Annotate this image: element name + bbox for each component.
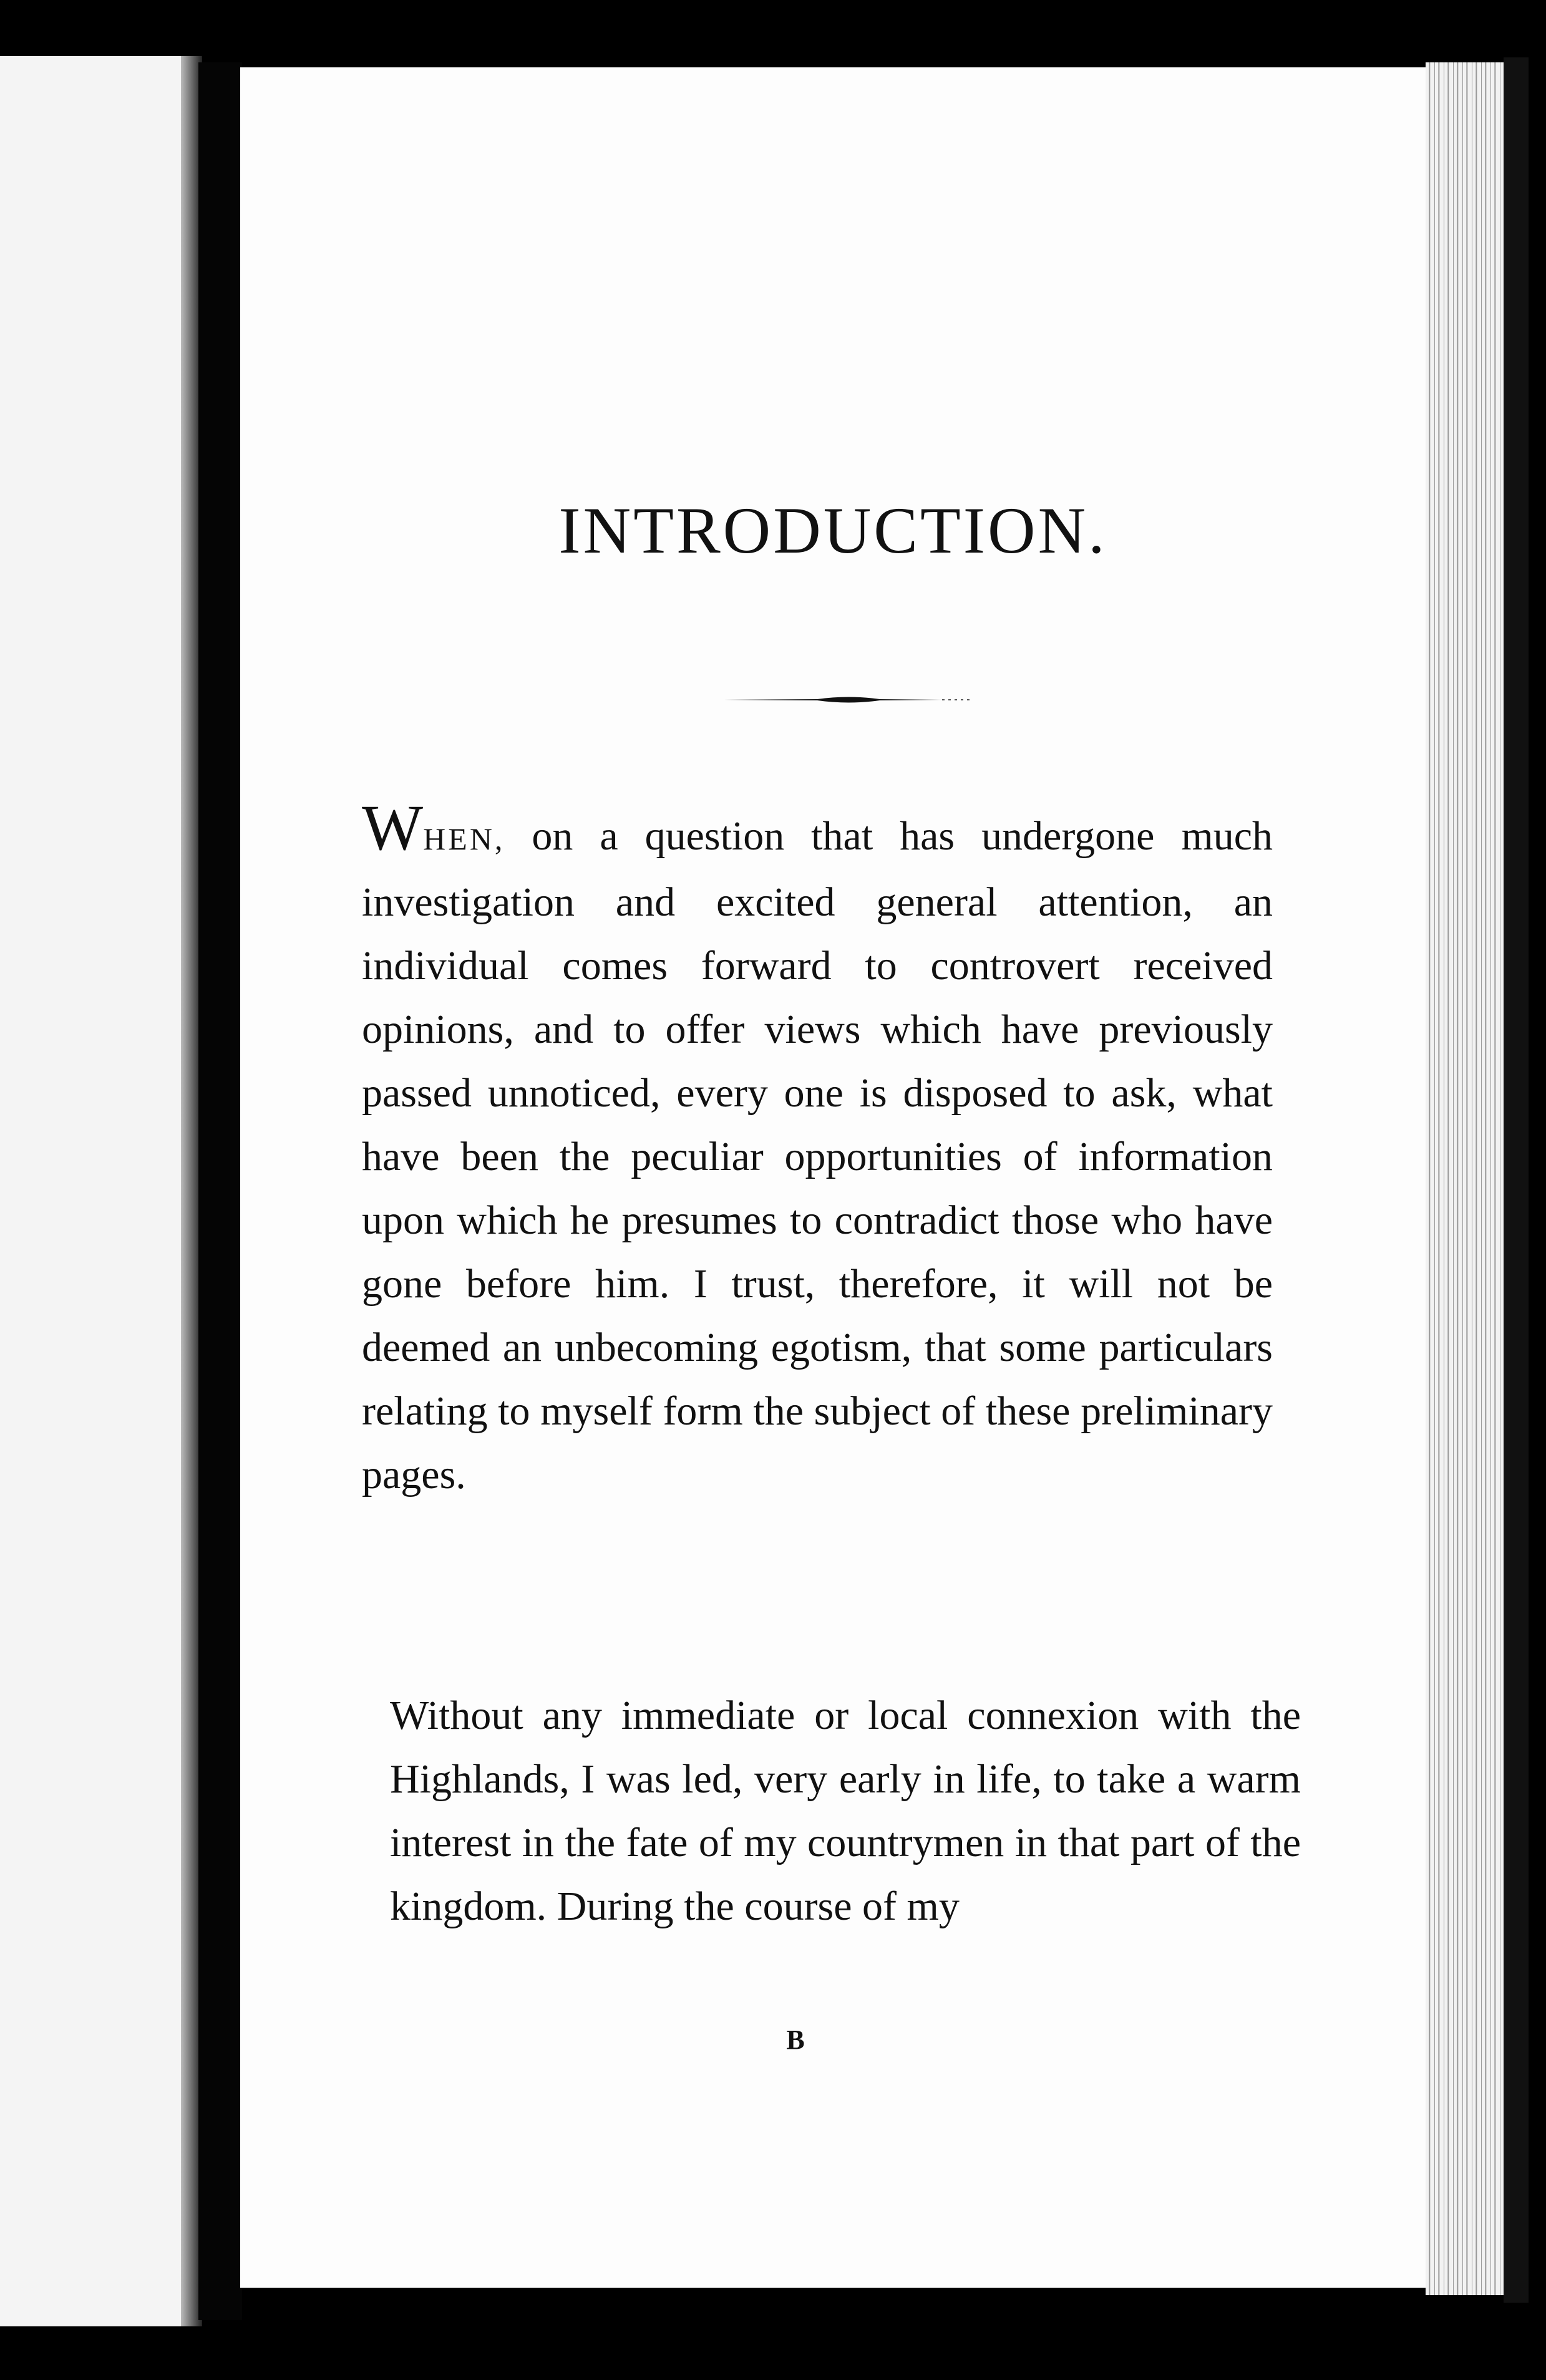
drop-capital: W	[362, 792, 424, 864]
small-caps-lead: HEN,	[423, 821, 505, 856]
paragraph-1-text: on a question that has undergone much investigation and excited general attention, an individual comes forward to controvert received opinions, and to offer views which have previously passed unnoticed, every one is disposed to ask, what have been the peculiar opportunities of information upon which he presumes to contradict those who have gone before him. I trust, therefore, it will not be deemed an unbecoming egotism, that some particulars relating to myself form the subject of these preliminary pages.	[362, 813, 1273, 1497]
signature-mark: B	[786, 2024, 805, 2055]
left-facing-page-edge	[0, 56, 201, 2326]
ornamental-rule	[724, 694, 973, 706]
page-title: INTRODUCTION.	[558, 494, 1107, 567]
fore-edge-shadow	[1504, 57, 1529, 2303]
paragraph-1	[362, 792, 1273, 1507]
book-gutter	[198, 62, 242, 2320]
page-fore-edge	[1426, 62, 1504, 2295]
paragraph-2: Without any immediate or local connexion with the Highlands, I was led, very early in life, to take a warm interest in the fate of my countrymen in that part of the kingdom. During the course of my	[390, 1693, 1301, 1929]
